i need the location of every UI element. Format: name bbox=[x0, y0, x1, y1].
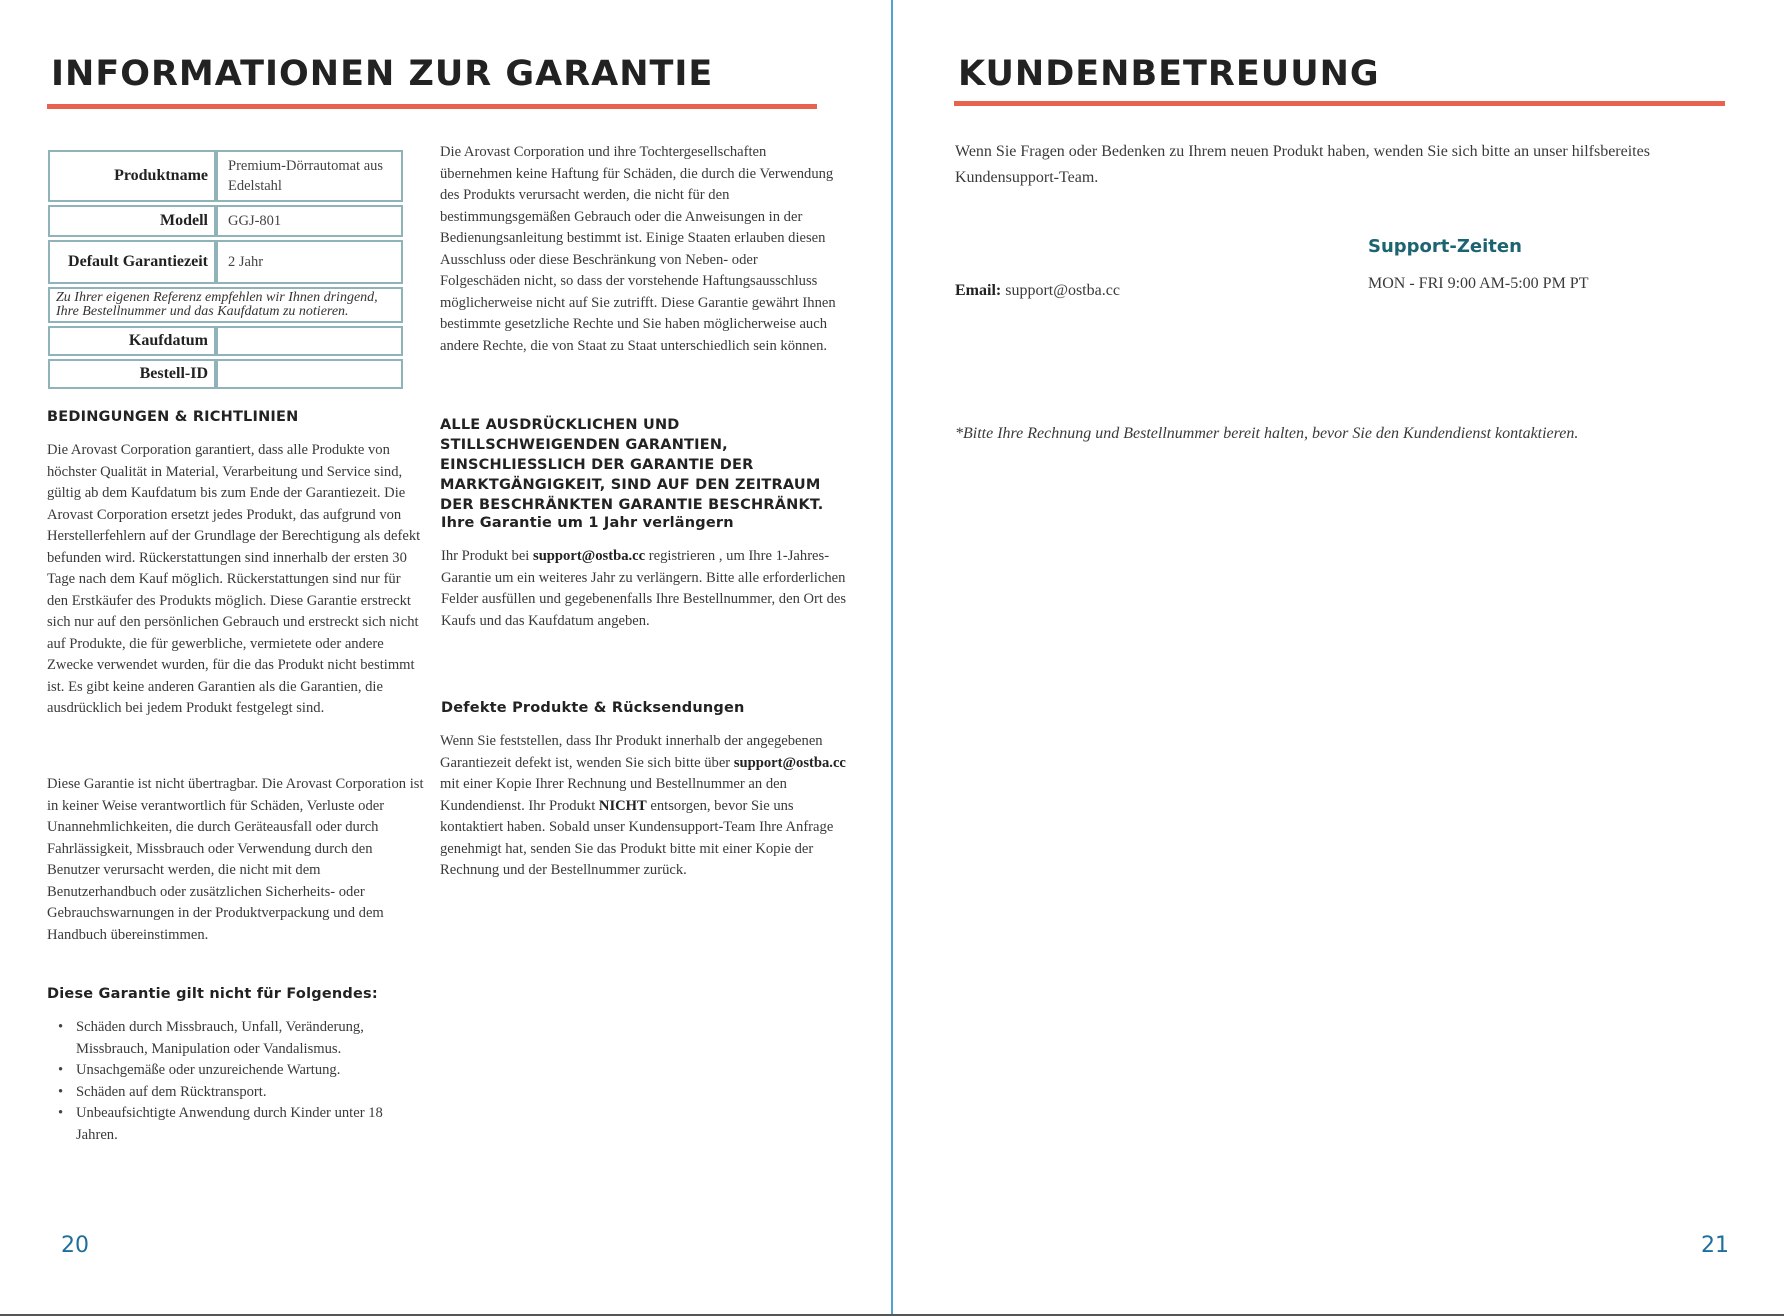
table-row bbox=[48, 150, 403, 202]
page-number-left: 20 bbox=[61, 1233, 89, 1258]
warranty-period-value: 2 Jahr bbox=[216, 240, 403, 284]
model-value: GGJ-801 bbox=[216, 205, 403, 237]
support-intro: Wenn Sie Fragen oder Bedenken zu Ihrem neuen Produkt haben, wenden Sie sich bitte an unser hilfsbereites Kundensupport-Team. bbox=[955, 143, 1650, 186]
caps-statement: ALLE AUSDRÜCKLICHEN UND STILLSCHWEIGENDEN GARANTIEN, EINSCHLIESSLICH DER GARANTIE DER MARKTGÄNGIGKEIT, SIND AUF DEN ZEITRAUM DER BESCHRÄNKTEN GARANTIE BESCHRÄNKT. bbox=[440, 417, 824, 513]
order-id-label: Bestell-ID bbox=[48, 359, 216, 389]
purchase-date-value bbox=[216, 326, 403, 356]
exclusions-list bbox=[58, 1017, 418, 1146]
warranty-page-title: INFORMATIONEN ZUR GARANTIE bbox=[51, 54, 714, 94]
list-item: • Schäden durch Missbrauch, Unfall, Veränderung, Missbrauch, Manipulation oder Vandalismus. bbox=[58, 1017, 418, 1060]
table-row bbox=[48, 240, 403, 284]
terms-heading: BEDINGUNGEN & RICHTLINIEN bbox=[47, 409, 299, 425]
exclusions-heading: Diese Garantie gilt nicht für Folgendes: bbox=[47, 986, 378, 1002]
warranty-period-label: Default Garantiezeit bbox=[48, 240, 216, 284]
defects-heading: Defekte Produkte & Rücksendungen bbox=[441, 700, 745, 716]
table-row bbox=[48, 205, 403, 237]
support-email-link[interactable]: support@ostba.cc bbox=[533, 548, 646, 564]
support-email-link[interactable]: support@ostba.cc bbox=[733, 754, 846, 771]
support-hours: MON - FRI 9:00 AM-5:00 PM PT bbox=[1368, 275, 1589, 292]
title-underline bbox=[47, 104, 817, 109]
model-label: Modell bbox=[48, 205, 216, 237]
email-value[interactable]: support@ostba.cc bbox=[1001, 282, 1120, 299]
product-name-value: Premium-Dörrautomat aus Edelstahl bbox=[216, 150, 403, 202]
product-info-table bbox=[48, 147, 403, 392]
support-hours-title: Support-Zeiten bbox=[1368, 236, 1522, 257]
list-item: • Schäden auf dem Rücktransport. bbox=[58, 1082, 418, 1104]
terms-paragraph-1: Die Arovast Corporation garantiert, dass alle Produkte von höchster Qualität in Material, Verarbeitung und Service sind, gültig ab dem Kaufdatum bis zum Ende der Garantiezeit. Die Arovast Corporation ersetzt jedes Produkt, das aufgrund von Herstellerfehlern auf der Grundlage der Berechtigung als defekt befunden wird. Rückerstattungen sind innerhalb der ersten 30 Tage nach dem Kauf möglich. Rückerstattungen sind nur für den Erstkäufer des Produkts möglich. Diese Garantie erstreckt sich nur auf den persönlichen Gebrauch und erstreckt sich nicht auf Produkte, die für gewerbliche, vermietete oder andere Zwecke verwendet wurden, für die das Produkt nicht bestimmt ist. Es gibt keine anderen Garantien als die Garantien, die ausdrücklich bei jedem Produkt festgelegt sind. bbox=[47, 442, 421, 716]
email-line bbox=[955, 280, 1120, 302]
extend-warranty-text: Ihr Produkt bei support@ostba.cc registrieren , um Ihre 1-Jahres-Garantie um ein weiteres Jahr zu verlängern. Bitte alle erforderlichen Felder ausfüllen und gegebenenfalls Ihre Bestellnummer, den Ort des Kaufs und das Kaufdatum angeben. bbox=[441, 548, 847, 629]
terms-paragraph-2: Diese Garantie ist nicht übertragbar. Die Arovast Corporation ist in keiner Weise verantwortlich für Schäden, Verluste oder Unannehmlichkeiten, die durch Geräteausfall oder durch Fahrlässigkeit, Missbrauch oder Verwendung durch den Benutzer verursacht werden, die nicht mit dem Benutzerhandbuch oder zusätzlichen Sicherheits- oder Gebrauchswarnungen in der Produktverpackung und dem Handbuch übereinstimmen. bbox=[47, 776, 424, 943]
product-name-label: Produktname bbox=[48, 150, 216, 202]
order-id-value bbox=[216, 359, 403, 389]
extend-warranty-heading: Ihre Garantie um 1 Jahr verlängern bbox=[441, 515, 734, 531]
purchase-date-label: Kaufdatum bbox=[48, 326, 216, 356]
table-row bbox=[48, 326, 403, 356]
left-page bbox=[0, 0, 891, 1316]
not-emphasis: NICHT bbox=[598, 797, 647, 814]
page-number-right: 21 bbox=[1701, 1233, 1729, 1258]
defects-text: Wenn Sie feststellen, dass Ihr Produkt innerhalb der angegebenen Garantiezeit defekt ist, wenden Sie sich bitte über support@ostba.cc mit einer Kopie Ihrer Rechnung und Bestellnummer an den Kundendienst. Ihr Produkt NICHT entsorgen, bevor Sie uns kontaktiert haben. Sobald unser Kundensupport-Team Ihre Anfrage genehmigt hat, senden Sie das Produkt bitte mit einer Kopie der Rechnung und der Bestellnummer zurück. bbox=[440, 733, 846, 878]
title-underline bbox=[954, 101, 1725, 106]
support-page-title: KUNDENBETREUUNG bbox=[958, 54, 1380, 94]
table-row bbox=[48, 287, 403, 323]
table-row bbox=[48, 359, 403, 389]
liability-paragraph: Die Arovast Corporation und ihre Tochtergesellschaften übernehmen keine Haftung für Schäden, die durch die Verwendung des Produkts verursacht werden, die nicht für den bestimmungsgemäßen Gebrauch oder die Anweisungen in der Bedienungsanleitung bestimmt ist. Einige Staaten erlauben diesen Ausschluss oder diese Beschränkung von Neben- oder Folgeschäden nicht, so dass der vorstehende Haftungsausschluss möglicherweise nicht auf Sie zutrifft. Diese Garantie gewährt Ihnen bestimmte gesetzliche Rechte und Sie haben möglicherweise auch andere Rechte, die von Staat zu Staat unterschiedlich sein können. bbox=[440, 144, 836, 354]
reference-note: Zu Ihrer eigenen Referenz empfehlen wir Ihnen dringend, Ihre Bestellnummer und das Kaufdatum zu notieren. bbox=[48, 287, 403, 323]
email-label: Email: bbox=[955, 282, 1002, 299]
list-item: • Unsachgemäße oder unzureichende Wartung. bbox=[58, 1060, 418, 1082]
support-footnote: *Bitte Ihre Rechnung und Bestellnummer bereit halten, bevor Sie den Kundendienst kontaktieren. bbox=[955, 425, 1579, 442]
list-item: • Unbeaufsichtigte Anwendung durch Kinder unter 18 Jahren. bbox=[58, 1103, 418, 1146]
right-page bbox=[893, 0, 1784, 1316]
